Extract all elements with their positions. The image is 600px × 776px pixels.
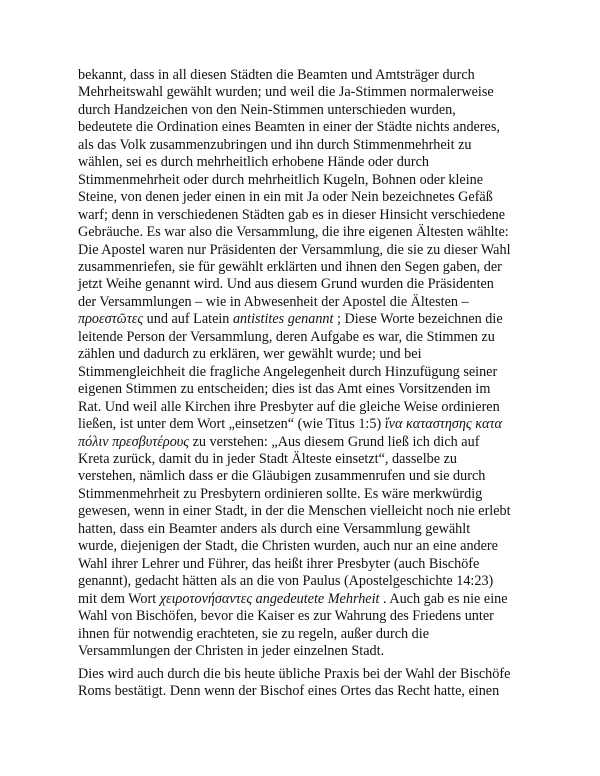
body-paragraph-1 [78,67,524,660]
text-run: leitende Person der Versammlung, deren Aufgabe es war, die Stimmen zu [78,328,495,345]
text-run: genannt), gedacht hätten als an die von Paulus (Apostelgeschichte 14:23) [78,573,494,590]
text-run: hatten, dass ein Beamter anders als durch eine Versammlung gewählt [78,520,471,537]
italic-phrase: antistites genannt [232,311,334,328]
italic-phrase: προεστῶτες [78,311,144,328]
text-line [78,294,524,311]
text-line [78,434,524,451]
text-line [78,276,524,293]
text-line [78,503,524,520]
text-line [78,84,524,101]
text-run: Rat. Und weil alle Kirchen ihre Presbyter auf die gleiche Weise ordinieren [78,398,500,415]
text-line [78,591,524,608]
text-run: warf; denn in verschiedenen Städten gab es in dieser Hinsicht verschiedene [78,206,506,223]
text-run: Wahl von Bischöfen, bevor die Kaiser es zur Wahrung des Friedens unter [78,608,494,625]
text-line [78,608,524,625]
italic-phrase: χειροτονήσαντες angedeutete Mehrheit [159,590,380,607]
text-line [78,416,524,433]
text-line [78,259,524,276]
text-run: und auf Latein [143,311,233,328]
text-line [78,311,524,328]
text-line [78,364,524,381]
text-run: als das Volk zusammenzubringen und ihn durch Stimmenmehrheit zu [78,136,472,153]
text-run: Stimmengleichheit die fragliche Angelegenheit durch Hinzufügung seiner [78,363,498,380]
text-run: zu verstehen: „Aus diesem Grund ließ ich dich auf [189,433,480,450]
text-line [78,381,524,398]
text-run: Kreta zurück, damit du in jeder Stadt Älteste einsetzt“, dasselbe zu [78,450,457,467]
text-line [78,154,524,171]
text-line [78,137,524,154]
text-line [78,538,524,555]
text-run: der Versammlungen – wie in Abwesenheit der Apostel die Ältesten – [78,293,469,310]
text-line [78,189,524,206]
text-line [78,521,524,538]
text-run: Versammlungen der Christen in jeder einzelnen Stadt. [78,642,385,659]
text-line [78,242,524,259]
text-line [78,224,524,241]
text-line [78,172,524,189]
text-run: durch Handzeichen von den Nein-Stimmen unterschieden wurden, [78,101,456,118]
text-line [78,399,524,416]
text-run: Stimmenmehrheit oder durch mehrheitlich Kugeln, Bohnen oder kleine [78,171,484,188]
text-run: zählen und dadurch zu erklären, wer gewählt wurde; und bei [78,346,422,363]
text-run: wurde, diejenigen der Stadt, die Christen wurden, auch nur an eine andere [78,538,498,555]
text-run: jetzt Weihe genannt wird. Und aus diesem Grund wurden die Präsidenten [78,276,494,293]
text-run: Roms bestätigt. Denn wenn der Bischof eines Ortes das Recht hatte, einen [78,683,500,700]
text-run: Wahl ihrer Lehrer und Führer, das heißt ihrer Presbyter (auch Bischöfe [78,555,480,572]
text-line [78,666,524,683]
text-run: ihnen für notwendig erachteten, sie zu regeln, außer durch die [78,625,429,642]
text-run: bekannt, dass in all diesen Städten die Beamten und Amtsträger durch [78,67,475,83]
text-run: mit dem Wort [78,590,160,607]
text-run: eigenen Stimmen zu entscheiden; dies ist das Amt eines Vorsitzenden im [78,381,491,398]
body-paragraph-2 [78,666,524,701]
text-line [78,556,524,573]
italic-phrase: ἵνα καταστησης κατα [384,416,502,433]
text-line [78,67,524,84]
text-run: Steine, von denen jeder einen in ein mit Ja oder Nein bezeichnetes Gefäß [78,189,493,206]
text-run: ; Diese Worte bezeichnen die [333,311,503,328]
text-run: Dies wird auch durch die bis heute übliche Praxis bei der Wahl der Bischöfe [78,666,511,682]
text-run: Die Apostel waren nur Präsidenten der Versammlung, die sie zu dieser Wahl [78,241,511,258]
text-line [78,329,524,346]
text-line [78,346,524,363]
text-line [78,207,524,224]
text-line [78,102,524,119]
text-line [78,451,524,468]
text-run: bedeutete die Ordination eines Beamten in einer der Städte nichts anderes, [78,119,500,136]
text-run: . Auch gab es nie eine [379,590,508,607]
text-run: gewesen, wenn in einer Stadt, in der die Menschen vielleicht noch nie erlebt [78,503,511,520]
text-line [78,626,524,643]
text-line [78,486,524,503]
text-run: verstehen, nämlich dass er die Gläubigen zusammenrufen und sie durch [78,468,486,485]
text-run: wählen, sei es durch mehrheitlich erhobene Hände oder durch [78,154,430,171]
text-run: Mehrheitswahl gewählt wurden; und weil die Ja-Stimmen normalerweise [78,84,494,101]
italic-phrase: πόλιν πρεσβυτέρους [78,433,190,450]
text-line [78,573,524,590]
text-run: zusammenriefen, sie für gewählt erklärten und ihnen den Segen gaben, der [78,258,502,275]
text-run: Stimmenmehrheit zu Presbytern ordinieren sollte. Es wäre merkwürdig [78,485,483,502]
text-line [78,119,524,136]
text-run: ließen, ist unter dem Wort „einsetzen“ (wie Titus 1:5) [78,416,385,433]
text-line [78,683,524,700]
text-line [78,643,524,660]
text-line [78,468,524,485]
text-run: Gebräuche. Es war also die Versammlung, die ihre eigenen Ältesten wählte: [78,224,509,241]
